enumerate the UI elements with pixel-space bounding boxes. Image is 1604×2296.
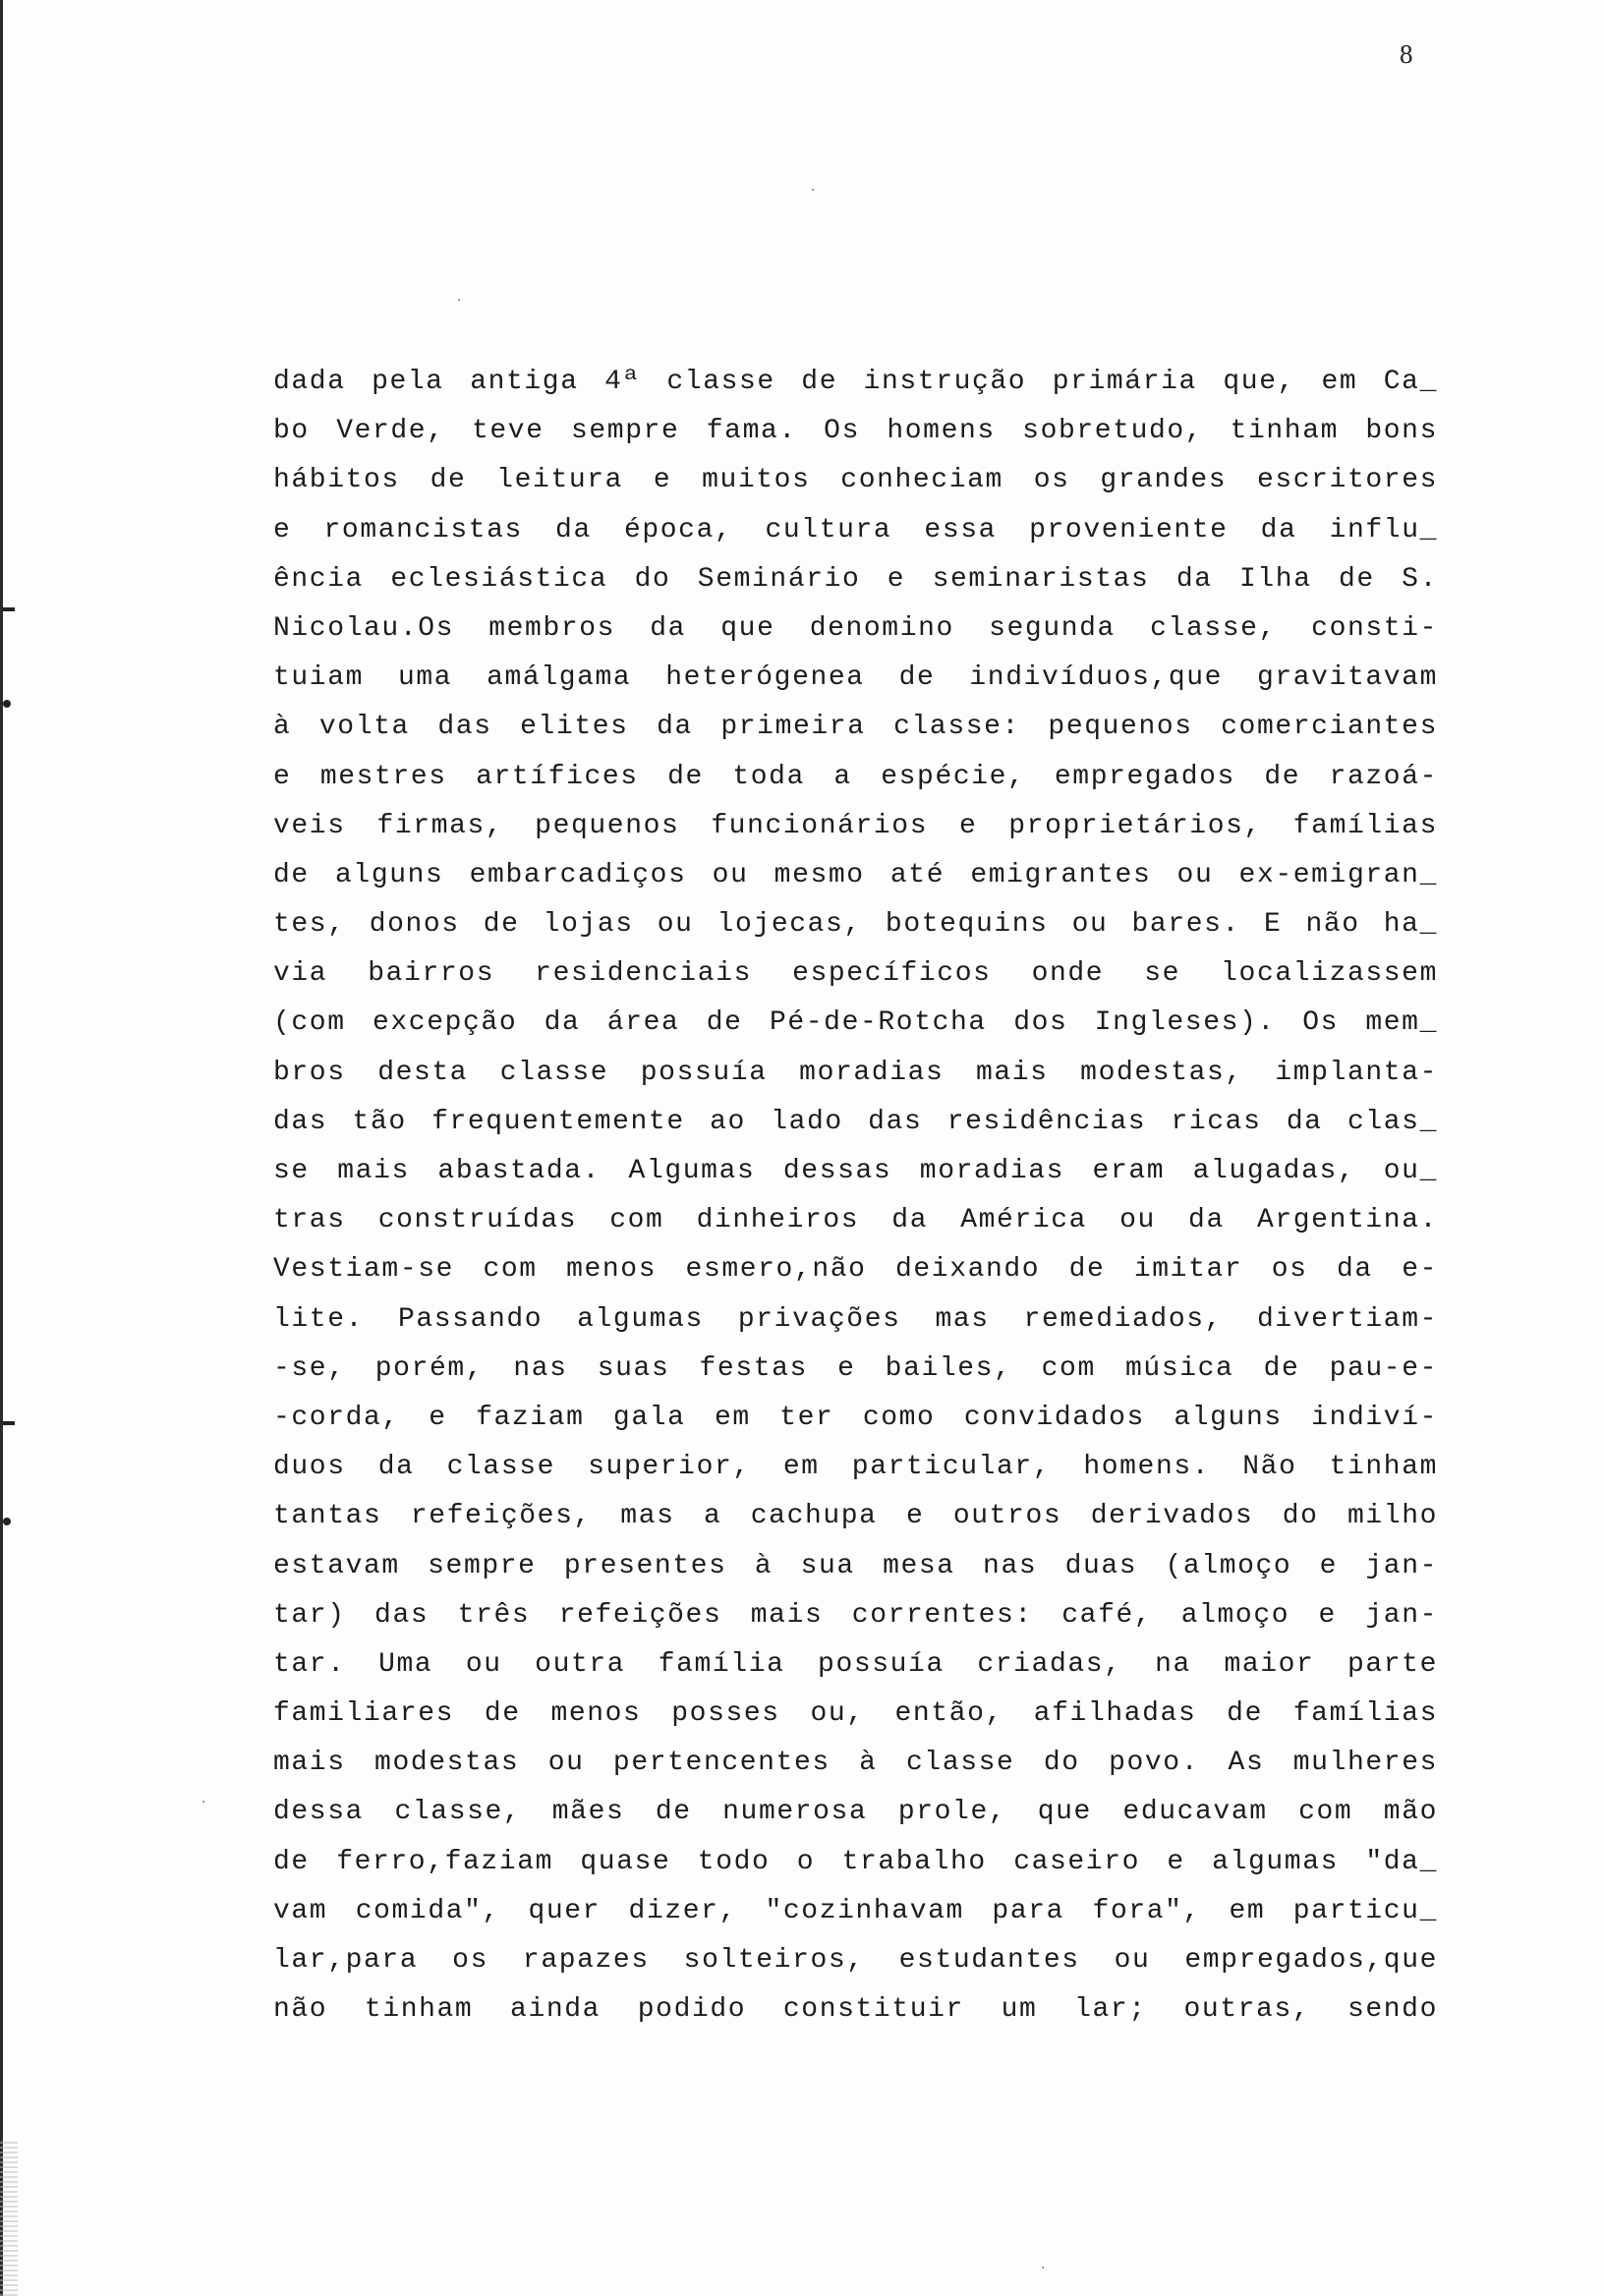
text-line: (com excepção da área de Pé-de-Rotcha dos Ingleses). Os mem_	[273, 1007, 1438, 1039]
binder-mark	[3, 607, 15, 611]
binder-mark	[3, 1518, 11, 1525]
page-number: 8	[1400, 39, 1413, 69]
text-line: tantas refeições, mas a cachupa e outros derivados do milho	[273, 1501, 1438, 1532]
text-line: bros desta classe possuía moradias mais modestas, implanta-	[273, 1057, 1438, 1088]
text-line: -se, porém, nas suas festas e bailes, com música de pau-e-	[273, 1352, 1438, 1384]
text-line: não tinham ainda podido constituir um lar; outras, sendo	[273, 1994, 1438, 2026]
text-line: tes, donos de lojas ou lojecas, botequins ou bares. E não ha_	[273, 909, 1438, 941]
text-line: e mestres artífices de toda a espécie, empregados de razoá-	[273, 761, 1438, 792]
scan-speck	[202, 1801, 204, 1803]
text-line: mais modestas ou pertencentes à classe do povo. As mulheres	[273, 1748, 1438, 1779]
text-line: ência eclesiástica do Seminário e seminaristas da Ilha de S.	[273, 563, 1438, 595]
text-line: duos da classe superior, em particular, homens. Não tinham	[273, 1452, 1438, 1483]
text-line: se mais abastada. Algumas dessas moradias eram alugadas, ou_	[273, 1156, 1438, 1186]
text-line: tar) das três refeições mais correntes: café, almoço e jan-	[273, 1599, 1438, 1631]
text-line: -corda, e faziam gala em ter como convidados alguns indiví-	[273, 1402, 1438, 1433]
text-line: tuiam uma amálgama heterógenea de indivíduos,que gravitavam	[273, 662, 1438, 694]
text-line: veis firmas, pequenos funcionários e proprietários, famílias	[273, 810, 1438, 841]
text-line: de alguns embarcadiços ou mesmo até emigrantes ou ex-emigran_	[273, 859, 1438, 890]
text-line: estavam sempre presentes à sua mesa nas duas (almoço e jan-	[273, 1550, 1438, 1581]
text-line: dessa classe, mães de numerosa prole, que educavam com mão	[273, 1797, 1438, 1828]
scan-noise	[0, 2139, 18, 2296]
text-line: vam comida", quer dizer, "cozinhavam para fora", em particu_	[273, 1895, 1438, 1926]
text-line: de ferro,faziam quase todo o trabalho caseiro e algumas "da_	[273, 1846, 1438, 1877]
binder-mark	[3, 1421, 15, 1425]
text-line: das tão frequentemente ao lado das residências ricas da clas_	[273, 1106, 1438, 1137]
scan-speck	[1042, 2267, 1044, 2268]
text-line: lite. Passando algumas privações mas remediados, divertiam-	[273, 1303, 1438, 1335]
scan-left-edge	[0, 0, 3, 2296]
scan-speck	[458, 299, 460, 301]
scan-speck	[812, 189, 814, 191]
text-line: dada pela antiga 4ª classe de instrução primária que, em Ca_	[273, 367, 1438, 397]
text-line: via bairros residenciais específicos onde se localizassem	[273, 958, 1438, 990]
text-line: à volta das elites da primeira classe: pequenos comerciantes	[273, 712, 1438, 743]
body-text	[273, 358, 1438, 2035]
text-line: Vestiam-se com menos esmero,não deixando de imitar os da e-	[273, 1254, 1438, 1286]
text-line: bo Verde, teve sempre fama. Os homens sobretudo, tinham bons	[273, 416, 1438, 447]
text-line: familiares de menos posses ou, então, afilhadas de famílias	[273, 1698, 1438, 1730]
text-line: tar. Uma ou outra família possuía criadas, na maior parte	[273, 1648, 1438, 1680]
text-line: e romancistas da época, cultura essa proveniente da influ_	[273, 514, 1438, 545]
text-line: tras construídas com dinheiros da América ou da Argentina.	[273, 1205, 1438, 1236]
text-line: lar,para os rapazes solteiros, estudantes ou empregados,que	[273, 1945, 1438, 1976]
binder-mark	[3, 700, 11, 708]
text-line: Nicolau.Os membros da que denomino segunda classe, consti-	[273, 612, 1438, 644]
text-line: hábitos de leitura e muitos conheciam os grandes escritores	[273, 465, 1438, 496]
